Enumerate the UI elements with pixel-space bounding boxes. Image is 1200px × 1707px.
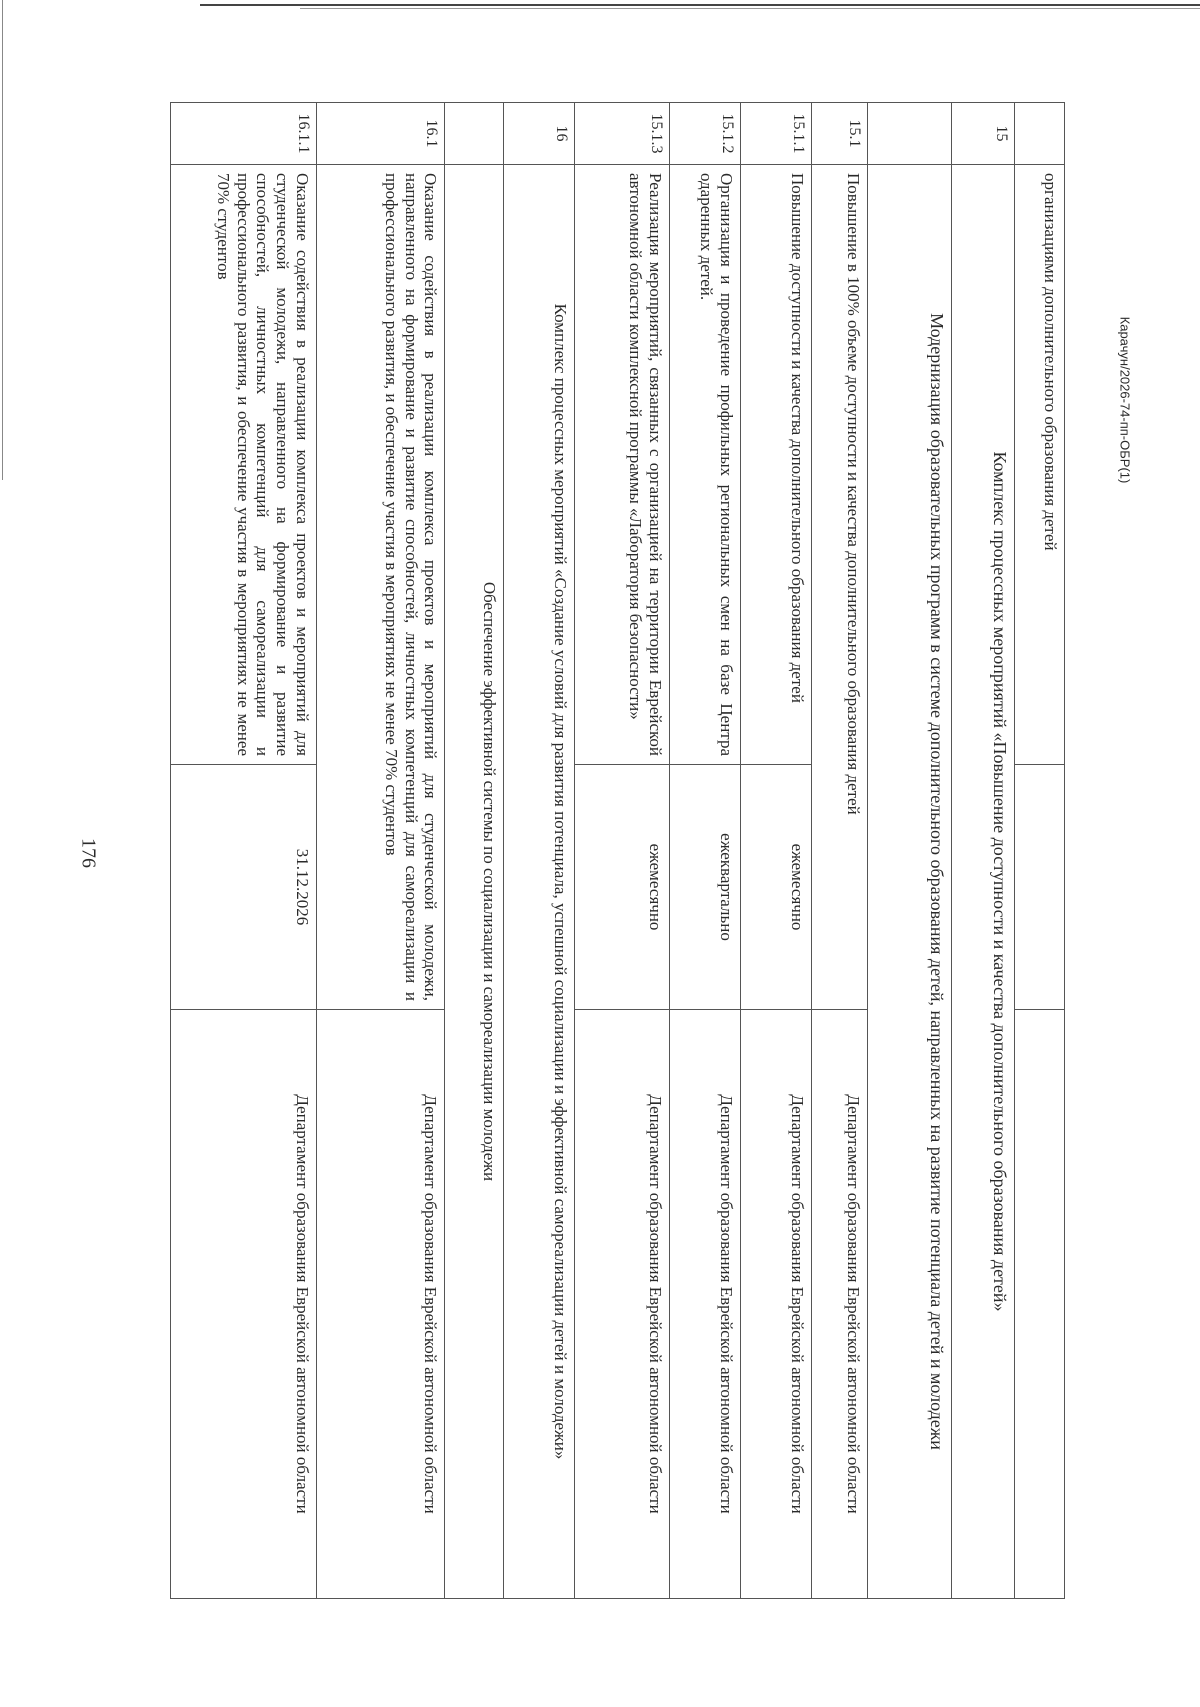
table-row-15-1-2 [669,103,740,1599]
cell-term [1015,765,1065,1010]
cell-resp: Департамент образования Еврейской автономной области [171,1010,317,1599]
rotated-table-container [170,102,1065,1598]
cell-text: Оказание содействия в реализации комплекса проектов и мероприятий для студенческой молодежи, направленного на формирование и развитие способностей, личностных компетенций для самореализации и профессионального развития, и обеспечение участия в мероприятиях не менее 70% студентов [316,165,445,1010]
cell-num: 16.1 [316,103,445,165]
cell-resp: Департамент образования Еврейской автономной области [740,1010,811,1599]
scan-edge-top-secondary [300,8,1200,9]
table-row-16 [503,103,574,1599]
table-row-15-task [868,103,952,1599]
cell-continuation-text: организациями дополнительного образования детей [1015,165,1065,765]
cell-resp: Департамент образования Еврейской автономной области [316,1010,445,1599]
cell-num: 15.1.1 [740,103,811,165]
cell-term: ежеквартально [669,765,740,1010]
page-number: 176 [77,838,100,868]
cell-text: Организация и проведение профильных региональных смен на базе Центра одаренных детей. [669,165,740,765]
document-footer-code: Карачун/2026-74-пп-ОБР(1) [1117,316,1133,484]
table-row-16-1-1 [171,103,317,1599]
cell-task-title: Модернизация образовательных программ в системе дополнительного образования детей, направленных на развитие потенциала детей и молодежи [868,165,952,1599]
table-row-continuation [1015,103,1065,1599]
table-row-15-1-3 [575,103,670,1599]
cell-num: 15.1.2 [669,103,740,165]
cell-resp [1015,1010,1065,1599]
cell-num: 15 [952,103,1015,165]
cell-resp: Департамент образования Еврейской автономной области [575,1010,670,1599]
cell-term: ежемесячно [575,765,670,1010]
scan-edge-top [200,4,1200,6]
table-row-16-task [445,103,503,1599]
cell-text: Повышение доступности и качества дополнительного образования детей [740,165,811,765]
cell-complex-title: Комплекс процессных мероприятий «Повышение доступности и качества дополнительного образования детей» [952,165,1015,1599]
table-row-15-1 [812,103,868,1599]
cell-resp: Департамент образования Еврейской автономной области [812,1010,868,1599]
cell-text: Оказание содействия в реализации комплекса проектов и мероприятий для студенческой молодежи, направленного на формирование и развитие способностей, личностных компетенций для самореализации и профессионального развития, и обеспечение участия в мероприятиях не менее 70% студентов [171,165,317,765]
cell-num [868,103,952,165]
table-row-15-1-1 [740,103,811,1599]
table-row-15 [952,103,1015,1599]
scan-edge-left [2,0,3,480]
cell-num: 16.1.1 [171,103,317,165]
cell-num [445,103,503,165]
cell-text: Реализация мероприятий, связанных с организацией на территории Еврейской автономной области комплексной программы «Лаборатория безопасности» [575,165,670,765]
cell-resp: Департамент образования Еврейской автономной области [669,1010,740,1599]
table-row-16-1 [316,103,445,1599]
cell-text: Повышение в 100% объеме доступности и качества дополнительного образования детей [812,165,868,1010]
cell-complex-title: Комплекс процессных мероприятий «Создание условий для развития потенциала, успешной социализации и эффективной самореализации детей и молодежи» [503,165,574,1599]
cell-task-title: Обеспечение эффективной системы по социализации и самореализации молодежи [445,165,503,1599]
cell-num: 15.1 [812,103,868,165]
cell-num [1015,103,1065,165]
measures-table [170,102,1065,1599]
cell-term: ежемесячно [740,765,811,1010]
cell-num: 15.1.3 [575,103,670,165]
cell-term: 31.12.2026 [171,765,317,1010]
cell-num: 16 [503,103,574,165]
